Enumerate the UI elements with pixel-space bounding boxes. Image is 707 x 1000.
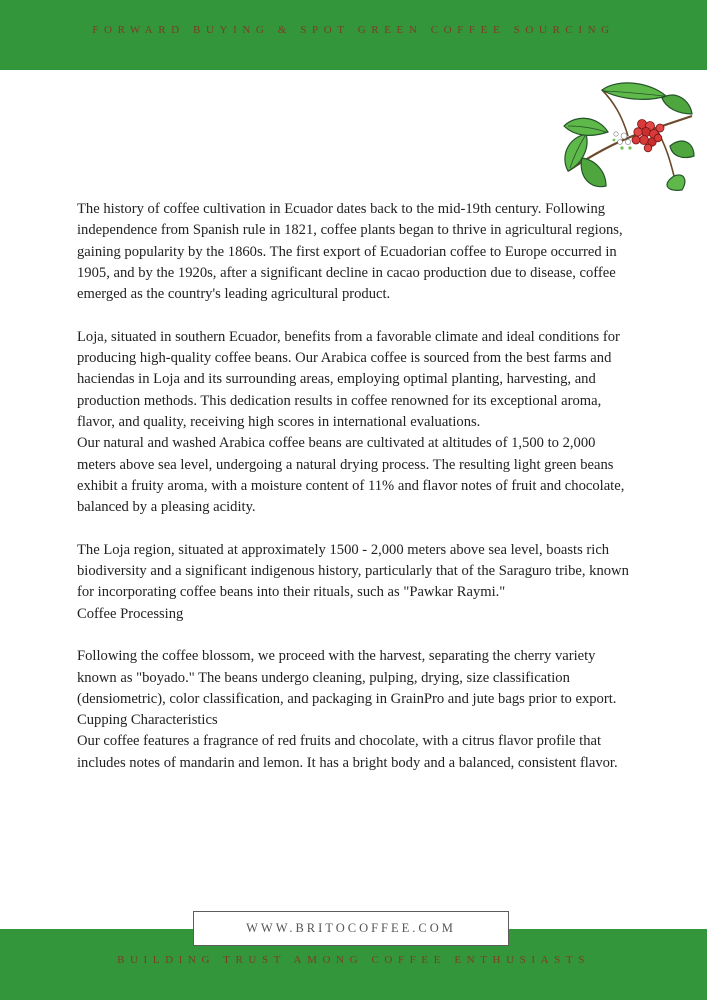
paragraph-region: The Loja region, situated at approximately 1500 - 2,000 meters above sea level, boasts rich biodiversity and a significant indigenous history, particularly that of the Saraguro tribe, known for incorporating coffee beans into their rituals, such as "Pawkar Raymi." — [77, 541, 629, 601]
website-url[interactable]: WWW.BRITOCOFFEE.COM — [193, 911, 509, 946]
heading-coffee-processing: Coffee Processing — [77, 605, 184, 622]
paragraph-cupping: Our coffee features a fragrance of red fruits and chocolate, with a citrus flavor profile that includes notes of mandarin and lemon. It has a bright body and a balanced, consistent flavor. — [77, 733, 618, 771]
paragraph-loja: Loja, situated in southern Ecuador, benefits from a favorable climate and ideal conditions for producing high-quality coffee beans. Our Arabica coffee is sourced from the best farms and haciendas in Loja and its surrounding areas, employing optimal planting, harvesting, and production methods. This dedication results in coffee renowned for its exceptional aroma, flavor, and quality, receiving high scores in international evaluations. — [77, 328, 620, 430]
paragraph-processing: Following the coffee blossom, we proceed with the harvest, separating the cherry variety known as "boyado." The beans undergo cleaning, pulping, drying, size classification (densiometric), color classification, and packaging in GrainPro and jute bags prior to export. — [77, 648, 617, 707]
header-tagline: FORWARD BUYING & SPOT GREEN COFFEE SOURCING — [92, 24, 615, 36]
footer-tagline: BUILDING TRUST AMONG COFFEE ENTHUSIASTS — [117, 954, 590, 966]
paragraph-history: The history of coffee cultivation in Ecuador dates back to the mid-19th century. Following independence from Spanish rule in 1821, coffee plants began to thrive in agricultural regions, gaining popularity by the 1860s. The first export of Ecuadorian coffee to Europe occurred in 1905, and by the 1920s, after a significant decline in cacao production due to disease, coffee emerged as the country's leading agricultural product. — [77, 201, 623, 303]
heading-cupping-characteristics: Cupping Characteristics — [77, 712, 218, 729]
paragraph-beans: Our natural and washed Arabica coffee beans are cultivated at altitudes of 1,500 to 2,000 meters above sea level, undergoing a natural drying process. The resulting light green beans exhibit a fruity aroma, with a moisture content of 11% and flavor notes of fruit and chocolate, balanced by a pleasing acidity. — [77, 435, 625, 516]
body-text — [77, 199, 637, 774]
coffee-branch-illustration — [558, 76, 696, 192]
